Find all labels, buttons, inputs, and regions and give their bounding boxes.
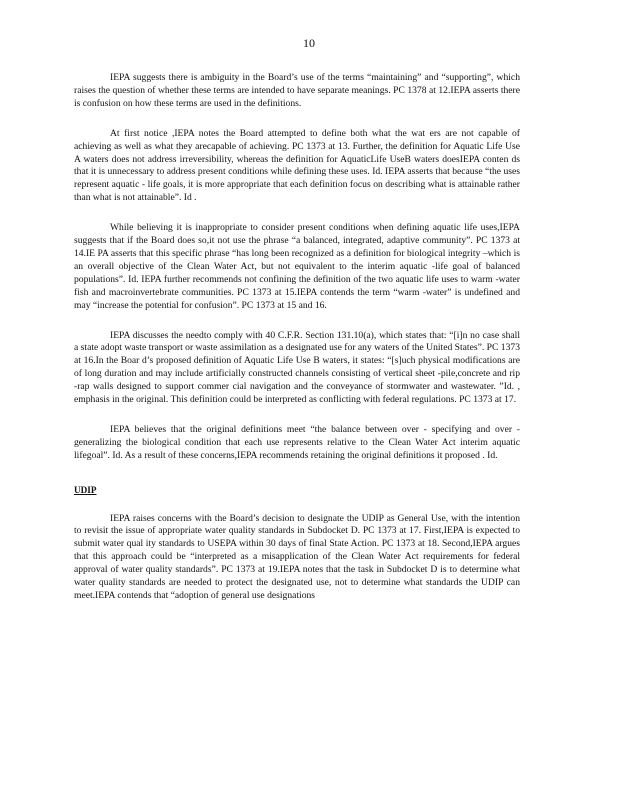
page-number: 10 [303,36,315,50]
paragraph-terms-ambiguity: IEPA suggests there is ambiguity in the Board’s use of the terms “maintaining” and “supporting”, which raises the question of whether these terms are intended to have separate meanings. PC 1378 at 12.IEPA asserts there is confusion on how these terms are used in the definitions. [74,72,520,109]
document-body [74,72,520,620]
paragraph-udip-concerns: IEPA raises concerns with the Board’s decision to designate the UDIP as General Use, with the intention to revisit the issue of appropriate water quality standards in Subdocket D. PC 1373 at 17. First,IEPA is expected to submit water qual ity standards to USEPA within 30 days of final State Action. PC 1373 at 18. Second,IEPA argues that this approach could be “interpreted as a misapplication of the Clean Water Act requirements for federal approval of water quality standards”. PC 1373 at 19.IEPA notes that the task in Subdocket D is to determine what water quality standards are needed to protect the designated use, not to determine what standards the UDIP can meet.IEPA contends that “adoption of general use designations [74,512,520,601]
paragraph-original-definitions: IEPA believes that the original definitions meet “the balance between over - specifying and over -generalizing the biological condition that each use represents relative to the Clean Water Act interim aquatic lifegoal”. Id. As a result of these concerns,IEPA recommends retaining the original definitions it proposed . Id. [74,423,520,461]
paragraph-first-notice: At first notice ,IEPA notes the Board attempted to define both what the wat ers are not capable of achieving as well as what they arecapable of achieving. PC 1373 at 13. Further, the definition for Aquatic Life Use A waters does not address irreversibility, whereas the definition for AquaticLife UseB waters doesIEPA conten ds that it is unnecessary to address present conditions while defining these uses. Id. IEPA asserts that because “the uses represent aquatic - life goals, it is more appropriate that each definition focus on describing what is attainable rather than what is not attainable”. Id . [74,127,520,204]
section-heading-udip: UDIP [74,484,97,495]
section-heading-wrapper [74,480,520,513]
paragraph-federal-compliance: IEPA discusses the needto comply with 40 C.F.R. Section 131.10(a), which states that: “[i]n no case shall a state adopt waste transport or waste assimilation as a designated use for any waters of the United States”. PC 1373 at 16.In the Boar d’s proposed definition of Aquatic Life Use B waters, it states: “[s]uch physical modifications are of long duration and may include artificially constructed channels consisting of vertical sheet -pile,concrete and rip -rap walls designed to support commer cial navigation and the conveyance of stormwater and wastewater. ”Id. , emphasis in the original. This definition could be interpreted as conflicting with federal regulations. PC 1373 at 17. [74,329,520,406]
paragraph-present-conditions: While believing it is inappropriate to consider present conditions when defining aquatic life uses,IEPA suggests that if the Board does so,it not use the phrase “a balanced, integrated, adaptive community”. PC 1373 at 14.IE PA asserts that this specific phrase “has long been recognized as a definition for biological integrity –which is an overall objective of the Clean Water Act, but not equivalent to the interim aquatic -life goal of balanced populations”. Id. IEPA further recommends not confining the definition of the two aquatic life uses to warm -water fish and macroinvertebrate communities. PC 1373 at 15.IEPA contends the term “warm -water” is undefined and may “increase the potential for confusion”. PC 1373 at 15 and 16. [74,222,520,311]
